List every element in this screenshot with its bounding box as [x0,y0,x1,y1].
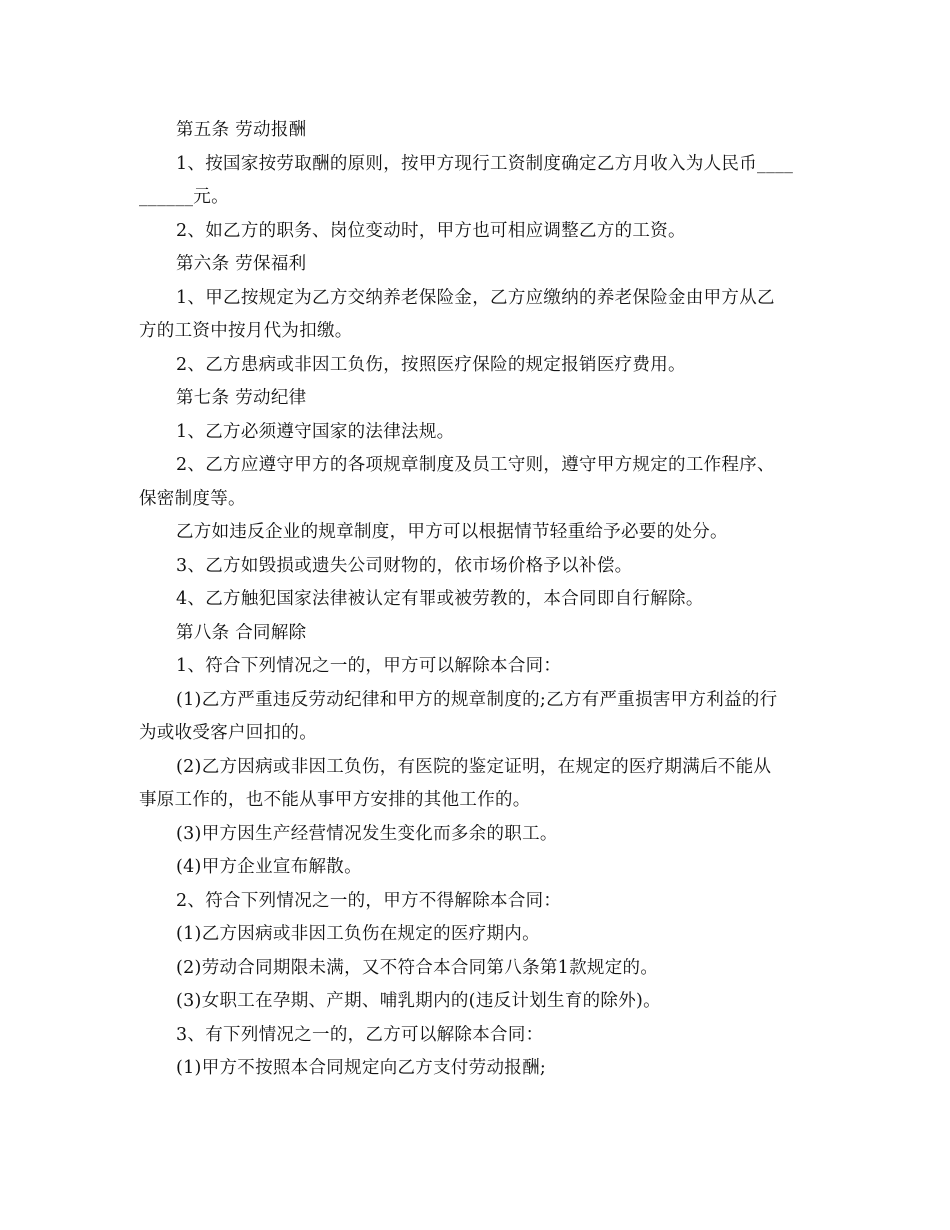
document-line: 方的工资中按月代为扣缴。 [139,321,353,341]
document-line: 第六条 劳保福利 [176,254,307,274]
document-line: 2、如乙方的职务、岗位变动时，甲方也可相应调整乙方的工资。 [176,220,686,241]
document-line: 事原工作的，也不能从事甲方安排的其他工作的。 [139,790,531,810]
document-line: 1、乙方必须遵守国家的法律法规。 [176,421,455,442]
document-line: (1)乙方严重违反劳动纪律和甲方的规章制度的;乙方有严重损害甲方利益的行 [176,689,778,710]
document-body [139,114,819,1086]
document-line: 为或收受客户回扣的。 [139,723,317,743]
document-line: (4)甲方企业宣布解散。 [176,857,362,877]
document-line: (1)乙方因病或非因工负伤在规定的医疗期内。 [176,924,540,944]
document-line: 2、乙方患病或非因工负伤，按照医疗保险的规定报销医疗费用。 [176,354,686,375]
document-line: 4、乙方触犯国家法律被认定有罪或被劳教的，本合同即自行解除。 [176,589,704,609]
document-line: 第五条 劳动报酬 [176,120,307,140]
document-line: (2)劳动合同期限未满，又不符合本合同第八条第1款规定的。 [176,957,659,978]
document-line: 第八条 合同解除 [176,622,307,643]
document-line: 2、乙方应遵守甲方的各项规章制度及员工守则，遵守甲方规定的工作程序、 [176,455,775,475]
document-line: 乙方如违反企业的规章制度，甲方可以根据情节轻重给予必要的处分。 [176,522,728,542]
document-line: (2)乙方因病或非因工负伤，有医院的鉴定证明，在规定的医疗期满后不能从 [176,756,772,777]
document-line: 1、甲乙按规定为乙方交纳养老保险金，乙方应缴纳的养老保险金由甲方从乙 [176,287,775,308]
document-line: 1、符合下列情况之一的，甲方可以解除本合同： [176,656,562,676]
document-line: 3、乙方如毁损或遗失公司财物的，依市场价格予以补偿。 [176,555,633,576]
document-line: 2、符合下列情况之一的，甲方不得解除本合同： [176,890,562,911]
document-line: 3、有下列情况之一的，乙方可以解除本合同： [176,1024,544,1045]
document-line: (3)女职工在孕期、产期、哺乳期内的(违反计划生育的除外)。 [176,991,661,1011]
document-line: ______元。 [139,187,229,207]
document-line: 保密制度等。 [139,488,246,509]
document-line: 1、按国家按劳取酬的原则，按甲方现行工资制度确定乙方月收入为人民币____ [176,153,794,174]
document-line: (1)甲方不按照本合同规定向乙方支付劳动报酬; [176,1058,547,1078]
document-line: (3)甲方因生产经营情况发生变化而多余的职工。 [176,823,558,844]
document-line: 第七条 劳动纪律 [176,388,307,408]
